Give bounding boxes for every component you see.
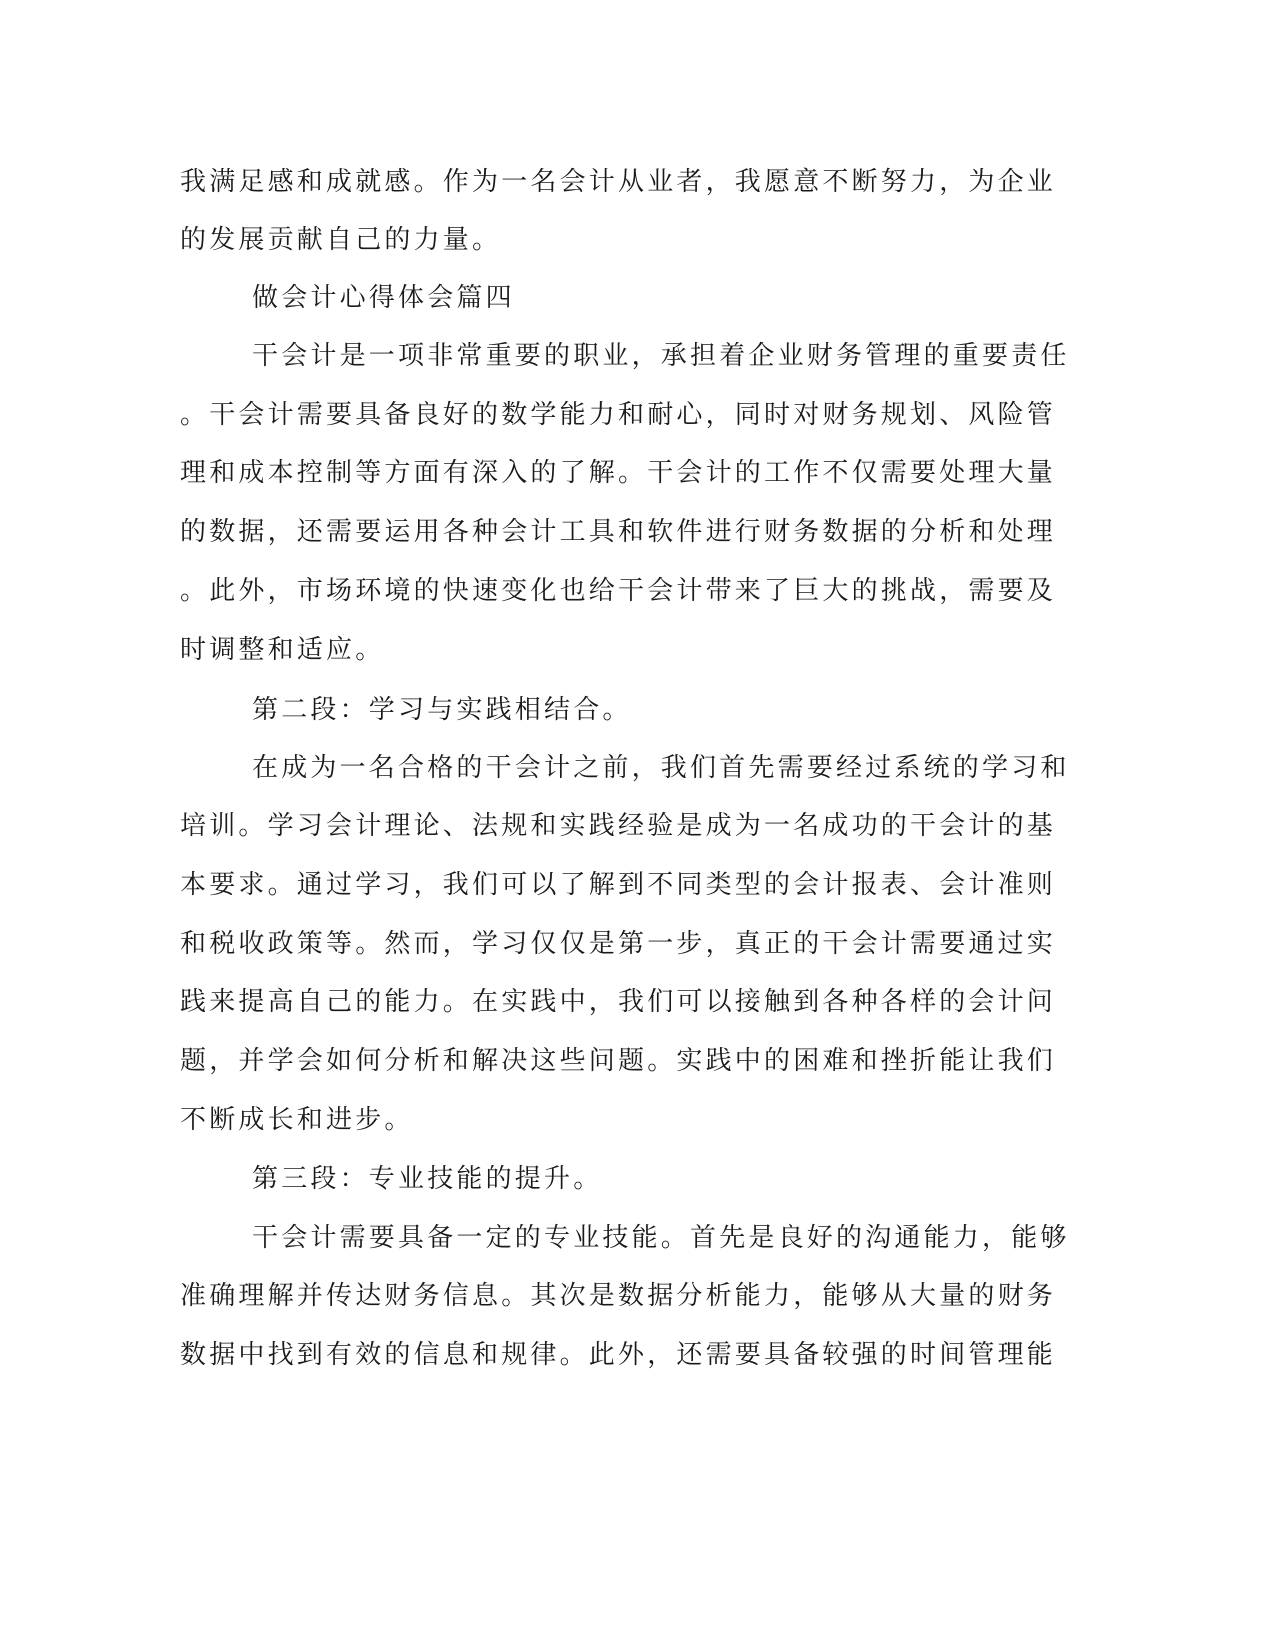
text-line: 本要求。通过学习，我们可以了解到不同类型的会计报表、会计准则: [180, 870, 1057, 900]
text-line: 我满足感和成就感。作为一名会计从业者，我愿意不断努力，为企业: [180, 167, 1057, 197]
text-line: 理和成本控制等方面有深入的了解。干会计的工作不仅需要处理大量: [180, 458, 1057, 488]
text-line: 和税收政策等。然而，学习仅仅是第一步，真正的干会计需要通过实: [180, 929, 1057, 959]
text-line: 的发展贡献自己的力量。: [180, 225, 502, 255]
text-line: 干会计需要具备一定的专业技能。首先是良好的沟通能力，能够: [252, 1223, 1070, 1253]
text-line: 践来提高自己的能力。在实践中，我们可以接触到各种各样的会计问: [180, 987, 1057, 1017]
text-line: 培训。学习会计理论、法规和实践经验是成为一名成功的干会计的基: [180, 811, 1057, 841]
text-line: 干会计是一项非常重要的职业，承担着企业财务管理的重要责任: [252, 341, 1070, 371]
text-line: 。此外，市场环境的快速变化也给干会计带来了巨大的挑战，需要及: [180, 576, 1057, 606]
text-line: 。干会计需要具备良好的数学能力和耐心，同时对财务规划、风险管: [180, 400, 1057, 430]
text-line: 在成为一名合格的干会计之前，我们首先需要经过系统的学习和: [252, 753, 1070, 783]
section-heading: 第三段：专业技能的提升。: [252, 1164, 603, 1194]
text-line: 准确理解并传达财务信息。其次是数据分析能力，能够从大量的财务: [180, 1281, 1057, 1311]
text-line: 不断成长和进步。: [180, 1105, 414, 1135]
section-heading: 第二段：学习与实践相结合。: [252, 695, 632, 725]
text-line: 数据中找到有效的信息和规律。此外，还需要具备较强的时间管理能: [180, 1340, 1057, 1370]
text-line: 时调整和适应。: [180, 635, 385, 665]
text-line: 的数据，还需要运用各种会计工具和软件进行财务数据的分析和处理: [180, 517, 1057, 547]
section-heading: 做会计心得体会篇四: [252, 283, 515, 313]
text-line: 题，并学会如何分析和解决这些问题。实践中的困难和挫折能让我们: [180, 1046, 1057, 1076]
